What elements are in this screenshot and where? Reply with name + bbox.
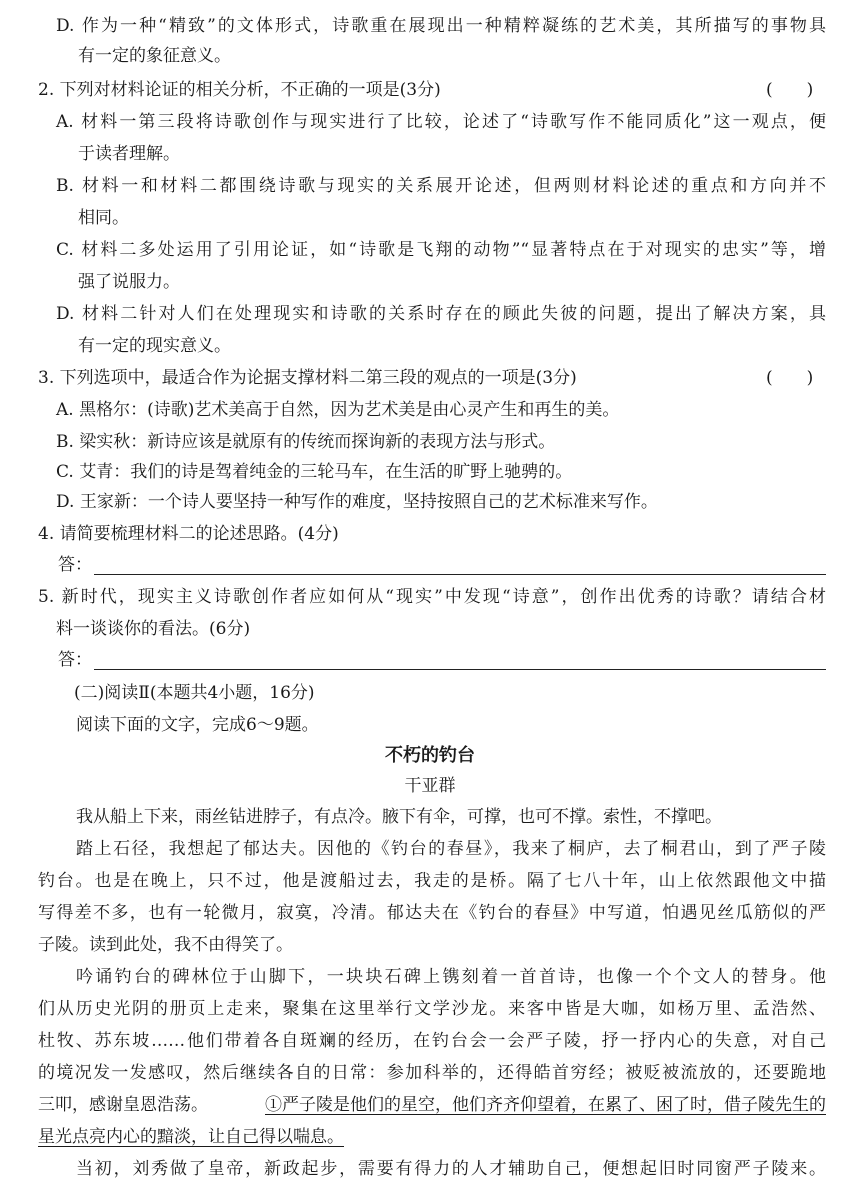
article-title: 不朽的钓台 [385,745,475,766]
q5-stem-line1: 5. 新时代，现实主义诗歌创作者应如何从“现实”中发现“诗意”，创作出优秀的诗歌？请结合材 [38,587,826,607]
section2-heading: (二)阅读Ⅱ(本题共4小题，16分) [74,683,315,703]
q1-option-d-line2: 有一定的象征意义。 [78,46,231,66]
article-author: 干亚群 [404,776,456,796]
q2-option-b-line1: B. 材料一和材料二都围绕诗歌与现实的关系展开论述，但两则材料论述的重点和方向并不 [56,176,826,196]
article-p3-line5 [38,1093,826,1117]
article-underlined-sentence-1-cont: 星光点亮内心的黯淡，让自己得以喘息。 [38,1127,344,1147]
article-p3-line4: 的境况发一发感叹，然后继续各自的日常：参加科举的，还得皓首穷经；被贬被流放的，还要跪地 [38,1063,826,1083]
q5-answer-label: 答： [58,650,92,670]
article-p3-line2: 们从历史光阴的册页上走来，聚集在这里举行文学沙龙。来客中皆是大咖，如杨万里、孟浩然、 [38,999,826,1019]
article-p3-line5-plain: 三叩，感谢皇恩浩荡。 [38,1095,208,1115]
q3-option-c: C. 艾青：我们的诗是驾着纯金的三轮马车，在生活的旷野上驰骋的。 [56,462,573,482]
q3-answer-paren[interactable]: ( ) [766,368,814,388]
q4-stem: 4. 请简要梳理材料二的论述思路。(4分) [38,524,339,544]
article-p2-line1: 踏上石径，我想起了郁达夫。因他的《钓台的春昼》，我来了桐庐，去了桐君山，到了严子陵 [76,839,826,859]
q3-stem: 3. 下列选项中，最适合作为论据支撑材料二第三段的观点的一项是(3分) [38,368,577,388]
article-p2-line2: 钓台。也是在晚上，只不过，他是渡船过去，我走的是桥。隔了七八十年，山上依然跟他文中描 [38,871,826,891]
q5-stem-line2: 料一谈谈你的看法。(6分) [56,619,251,639]
article-p2-line4: 子陵。读到此处，我不由得笑了。 [38,935,293,955]
q5-answer-line[interactable] [94,669,826,670]
q2-option-a-line2: 于读者理解。 [78,144,180,164]
article-p3-line1: 吟诵钓台的碑林位于山脚下，一块块石碑上镌刻着一首首诗，也像一个个文人的替身。他 [76,967,826,987]
q3-option-d: D. 王家新：一个诗人要坚持一种写作的难度，坚持按照自己的艺术标准来写作。 [56,492,658,512]
article-p2-line3: 写得差不多，也有一轮微月，寂寞，冷清。郁达夫在《钓台的春昼》中写道，怕遇见丝瓜筋似的严 [38,903,826,923]
q2-option-a-line1: A. 材料一第三段将诗歌创作与现实进行了比较，论述了“诗歌写作不能同质化”这一观点，便 [56,112,826,132]
q4-answer-line[interactable] [94,574,826,575]
q2-option-c-line1: C. 材料二多处运用了引用论证，如“诗歌是飞翔的动物”“显著特点在于对现实的忠实”等，增 [56,240,826,260]
q2-option-d-line2: 有一定的现实意义。 [78,336,231,356]
q2-answer-paren[interactable]: ( ) [766,80,814,100]
article-paragraph-1: 我从船上下来，雨丝钻进脖子，有点冷。腋下有伞，可撑，也可不撑。索性，不撑吧。 [76,807,722,827]
article-underlined-sentence-1: ①严子陵是他们的星空，他们齐齐仰望着，在累了、困了时，借子陵先生的 [265,1095,826,1115]
q2-stem: 2. 下列对材料论证的相关分析，不正确的一项是(3分) [38,80,441,100]
q2-option-b-line2: 相同。 [78,208,129,228]
q3-option-a: A. 黑格尔：(诗歌)艺术美高于自然，因为艺术美是由心灵产生和再生的美。 [56,400,620,420]
q3-option-b: B. 梁实秋：新诗应该是就原有的传统而探询新的表现方法与形式。 [56,432,556,452]
section2-instruction: 阅读下面的文字，完成6～9题。 [76,715,319,735]
q2-option-d-line1: D. 材料二针对人们在处理现实和诗歌的关系时存在的顾此失彼的问题，提出了解决方案，具 [56,304,826,324]
article-p3-line3: 杜牧、苏东坡……他们带着各自斑斓的经历，在钓台会一会严子陵，抒一抒内心的失意，对自己 [38,1031,826,1051]
q2-option-c-line2: 强了说服力。 [78,272,180,292]
q4-answer-label: 答： [58,555,92,575]
q1-option-d-line1: D. 作为一种“精致”的文体形式，诗歌重在展现出一种精粹凝练的艺术美，其所描写的事物具 [56,16,826,36]
article-p4-line1: 当初，刘秀做了皇帝，新政起步，需要有得力的人才辅助自己，便想起旧时同窗严子陵来。 [76,1159,826,1179]
